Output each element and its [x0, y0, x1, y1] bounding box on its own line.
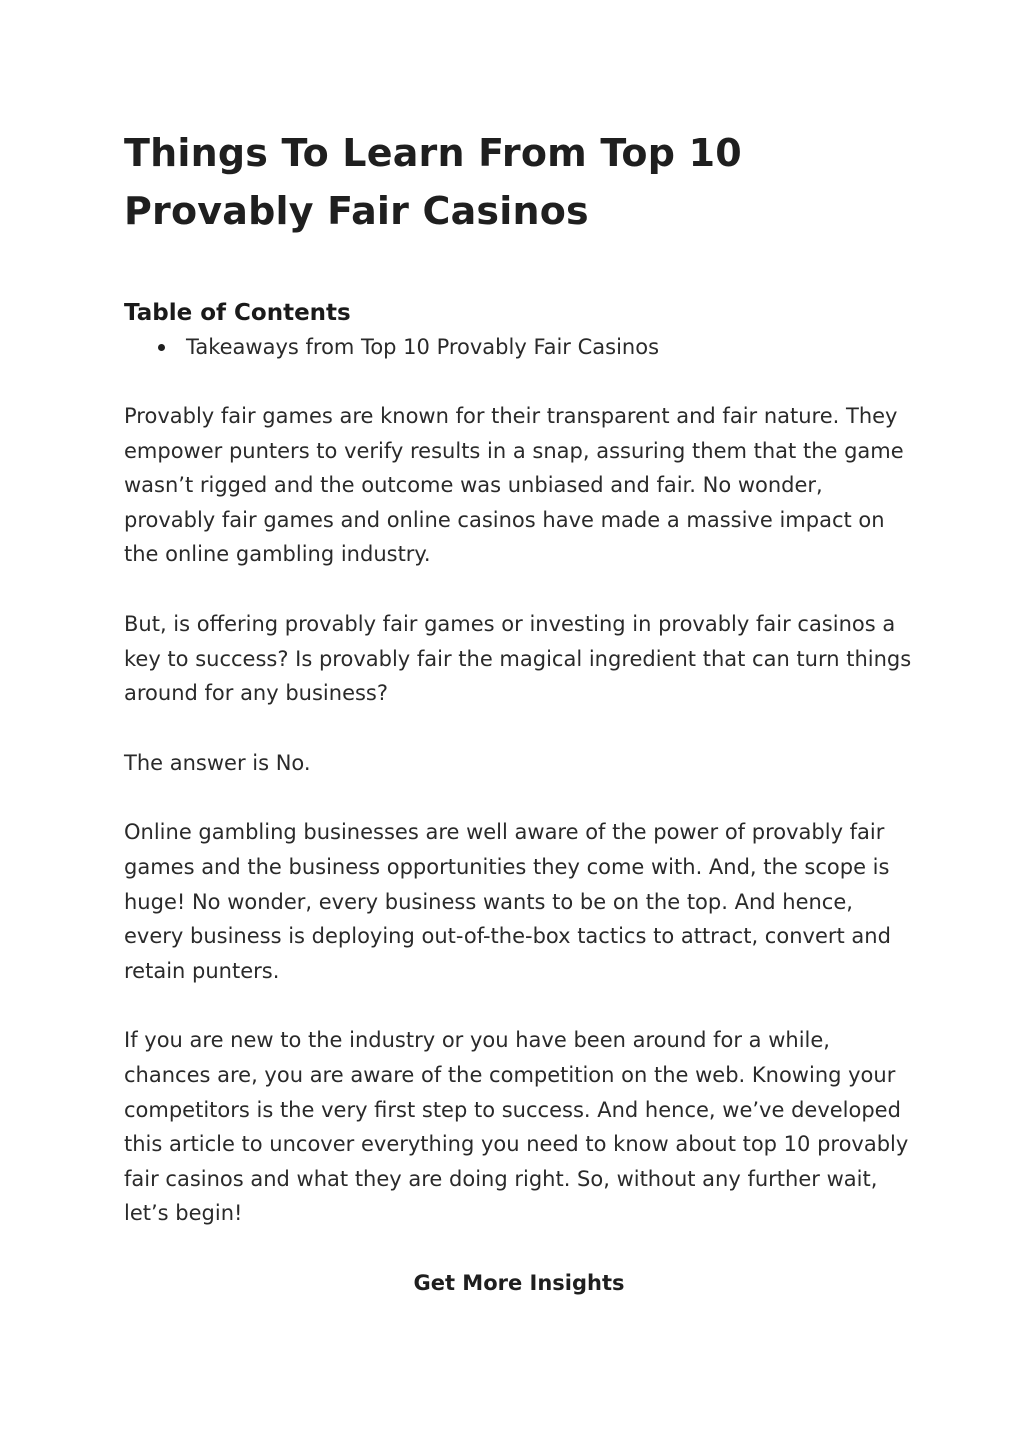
bullet-icon: [158, 344, 165, 351]
paragraph-competition: Online gambling businesses are well aware of the power of provably fair games and the business opportunities they come with. And, the scope is huge! No wonder, every business wants to be on the top. And hence, every business is deploying out-of-the-box tactics to attract, convert and retain punters.: [124, 820, 891, 983]
paragraph-answer: The answer is No.: [124, 750, 311, 775]
toc-heading: Table of Contents: [124, 300, 351, 326]
page-title: Things To Learn From Top 10 Provably Fair Casinos: [124, 131, 742, 233]
paragraph-intro: Provably fair games are known for their transparent and fair nature. They empower punters to verify results in a snap, assuring them that the game wasn’t rigged and the outcome was unbiased and fair. No wonder, provably fair games and online casinos have made a massive impact on the online gambling industry.: [124, 404, 904, 567]
get-more-insights-link[interactable]: Get More Insights: [413, 1270, 625, 1295]
document-content: [124, 124, 914, 1300]
toc-item-label: Takeaways from Top 10 Provably Fair Casinos: [186, 335, 660, 359]
toc-item-takeaways[interactable]: [186, 330, 914, 364]
paragraph-question: But, is offering provably fair games or investing in provably fair casinos a key to success? Is provably fair the magical ingredient that can turn things around for any business?: [124, 611, 912, 706]
table-of-contents: [124, 330, 914, 364]
paragraph-article-purpose: If you are new to the industry or you have been around for a while, chances are, you are aware of the competition on the web. Knowing your competitors is the very first step to success. And hence, we’ve developed this article to uncover everything you need to know about top 10 provably fair casinos and what they are doing right. So, without any further wait, let’s begin!: [124, 1028, 909, 1226]
